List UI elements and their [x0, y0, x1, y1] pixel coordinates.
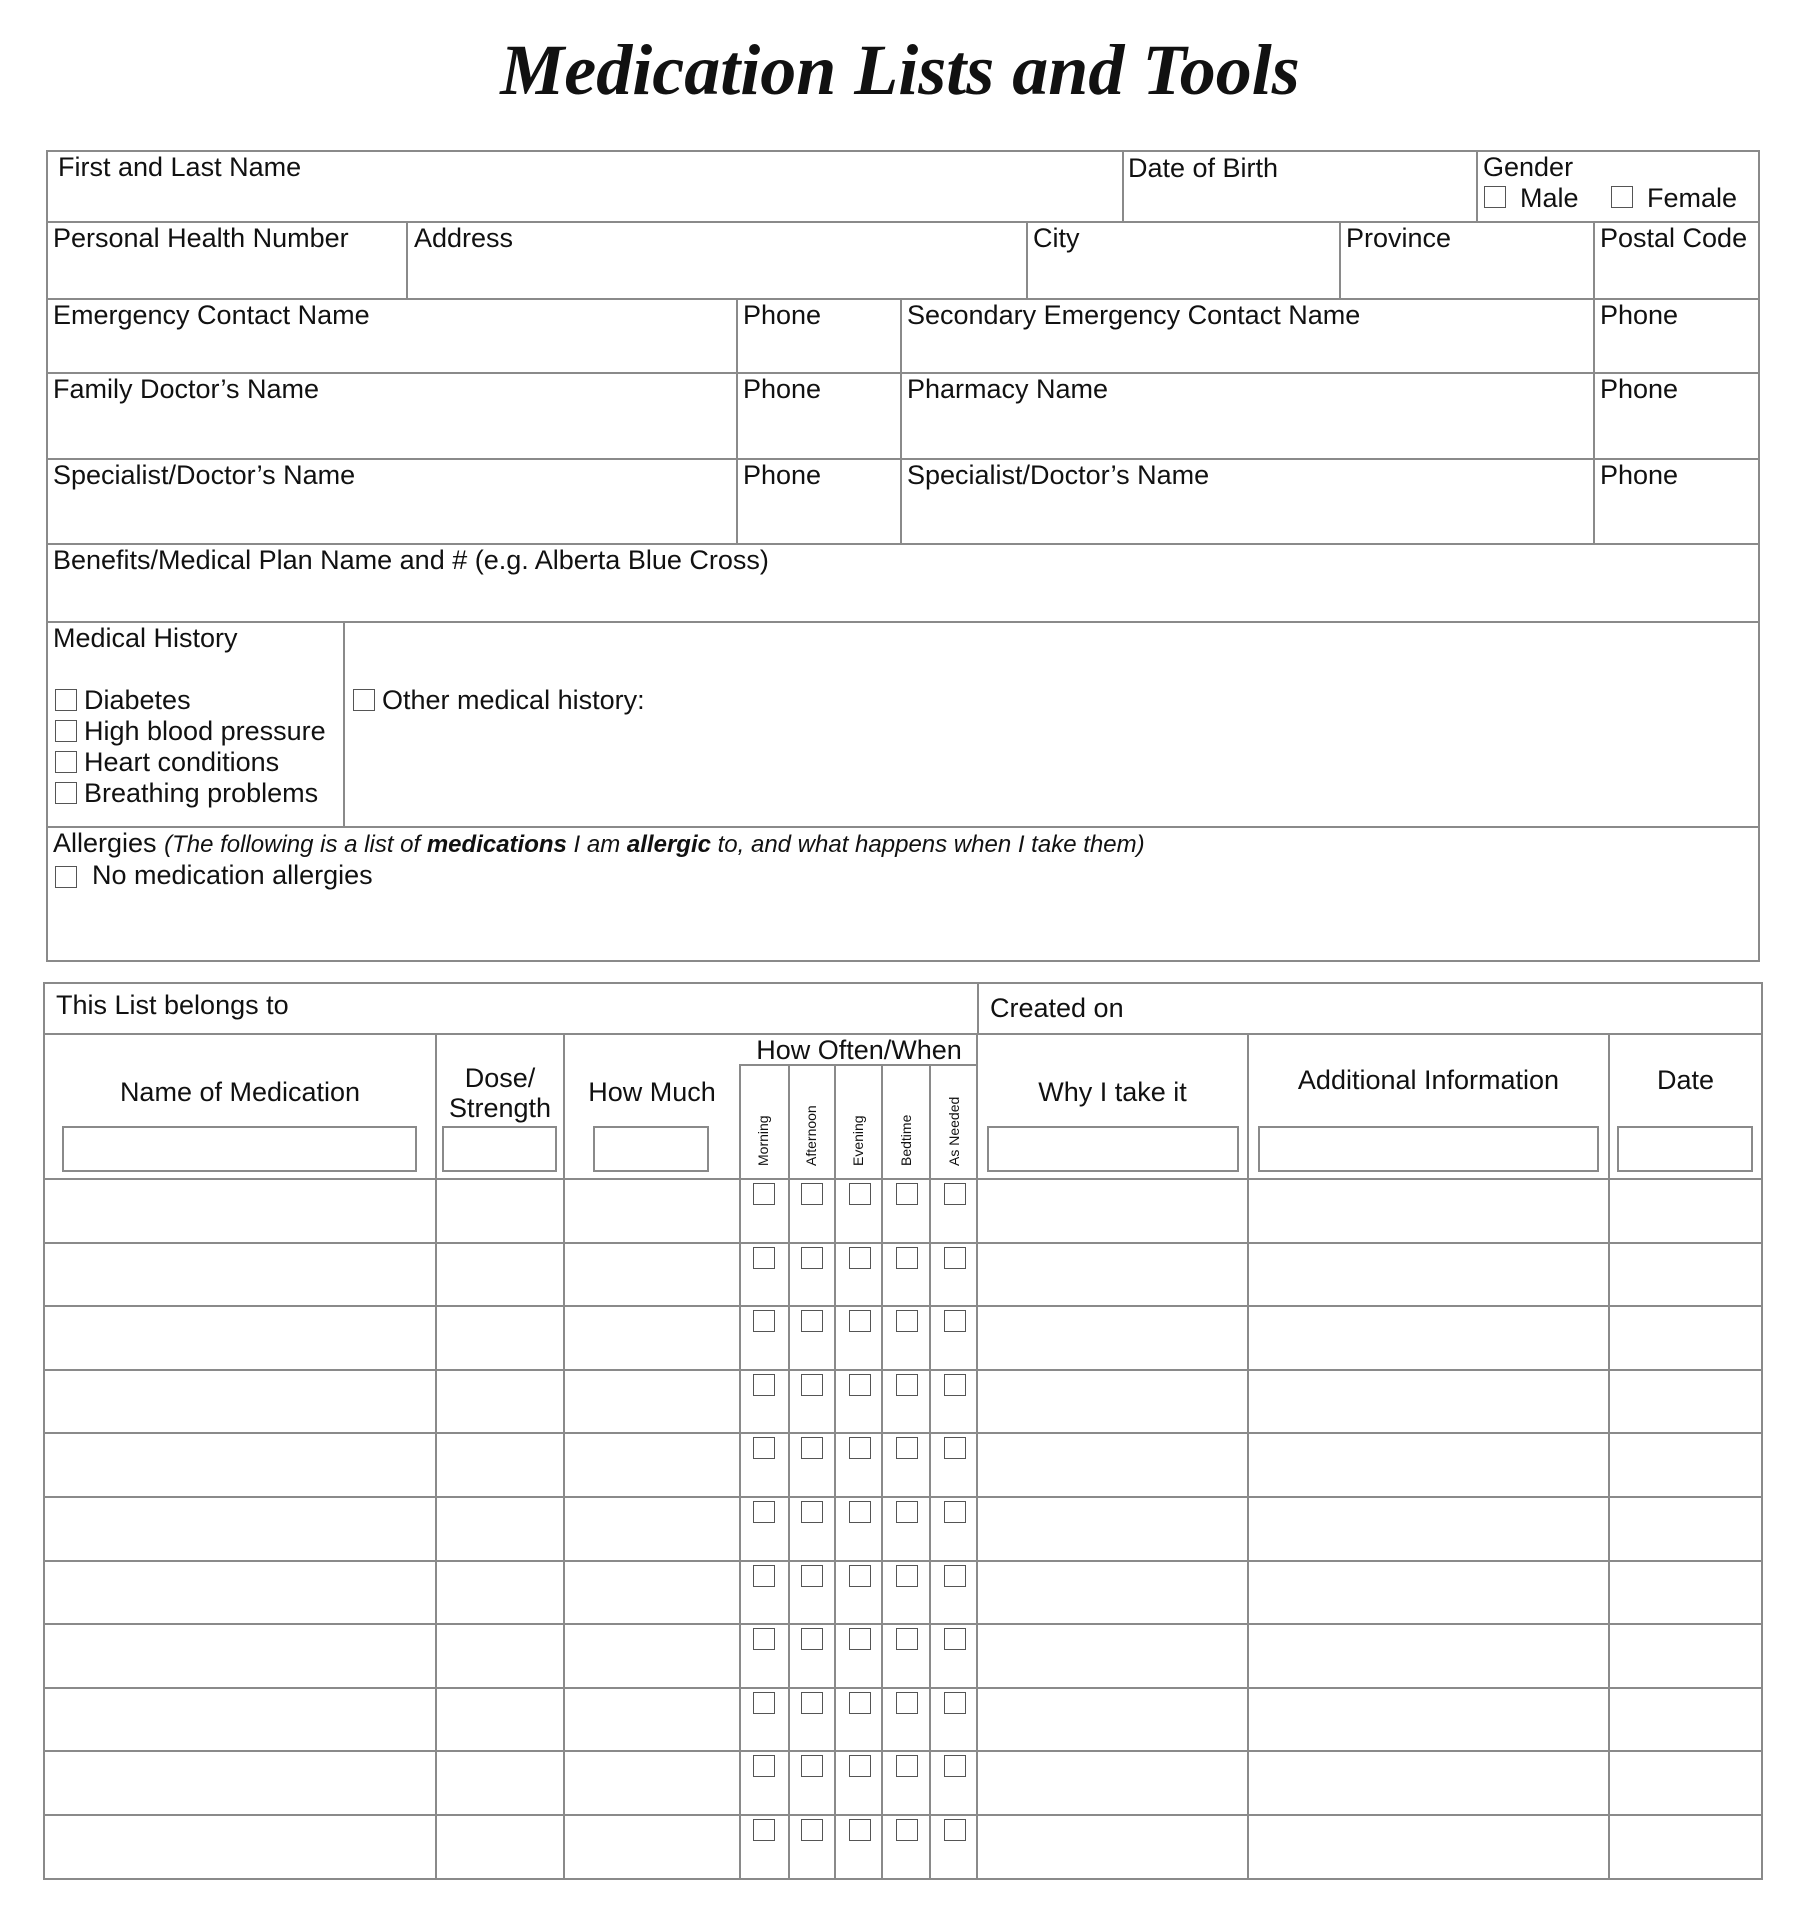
- timing-checkbox-bedtime[interactable]: [896, 1692, 918, 1714]
- how-much-input[interactable]: [593, 1126, 709, 1172]
- postal-code-label: Postal Code: [1600, 223, 1748, 253]
- col-how-often-header: How Often/When: [756, 1035, 962, 1065]
- timing-checkbox-bedtime[interactable]: [896, 1755, 918, 1777]
- date-input[interactable]: [1617, 1126, 1753, 1172]
- timing-checkbox-morning[interactable]: [753, 1755, 775, 1777]
- timing-checkbox-evening[interactable]: [849, 1819, 871, 1841]
- timing-checkbox-evening[interactable]: [849, 1501, 871, 1523]
- timing-checkbox-evening[interactable]: [849, 1692, 871, 1714]
- province-label: Province: [1346, 223, 1452, 253]
- gender-label: Gender: [1483, 152, 1574, 182]
- row-divider: [43, 1750, 1763, 1752]
- high-blood-pressure-checkbox[interactable]: [55, 720, 77, 742]
- family-doctor-name-label: Family Doctor’s Name: [53, 374, 320, 404]
- timing-checkbox-morning[interactable]: [753, 1374, 775, 1396]
- timing-checkbox-afternoon[interactable]: [801, 1755, 823, 1777]
- row-divider: [43, 1432, 1763, 1434]
- timing-checkbox-morning[interactable]: [753, 1437, 775, 1459]
- timing-checkbox-morning[interactable]: [753, 1628, 775, 1650]
- why-input[interactable]: [987, 1126, 1239, 1172]
- male-label: Male: [1520, 183, 1579, 213]
- col-why-header: Why I take it: [1038, 1077, 1187, 1107]
- specialist-name-label: Specialist/Doctor’s Name: [53, 460, 356, 490]
- col-name-header: Name of Medication: [119, 1077, 361, 1107]
- city-label: City: [1033, 223, 1080, 253]
- second-specialist-phone-label: Phone: [1600, 460, 1679, 490]
- female-checkbox[interactable]: [1611, 186, 1633, 208]
- row-divider: [43, 1305, 1763, 1307]
- dose-strength-input[interactable]: [442, 1126, 557, 1172]
- family-doctor-phone-label: Phone: [743, 374, 822, 404]
- row-divider: [43, 1560, 1763, 1562]
- breathing-problems-checkbox[interactable]: [55, 782, 77, 804]
- medication-name-input[interactable]: [62, 1126, 417, 1172]
- timing-checkbox-afternoon[interactable]: [801, 1374, 823, 1396]
- date-of-birth-label: Date of Birth: [1128, 153, 1279, 183]
- allergies-heading: Allergies: [53, 828, 157, 858]
- timing-afternoon-label: Afternoon: [803, 1105, 819, 1166]
- timing-checkbox-afternoon[interactable]: [801, 1183, 823, 1205]
- timing-checkbox-as-needed[interactable]: [944, 1819, 966, 1841]
- row-divider: [43, 1369, 1763, 1371]
- personal-health-number-label: Personal Health Number: [53, 223, 349, 253]
- timing-checkbox-as-needed[interactable]: [944, 1501, 966, 1523]
- timing-checkbox-as-needed[interactable]: [944, 1755, 966, 1777]
- timing-checkbox-evening[interactable]: [849, 1628, 871, 1650]
- row-divider: [43, 1242, 1763, 1244]
- row-divider: [43, 1496, 1763, 1498]
- timing-checkbox-evening[interactable]: [849, 1437, 871, 1459]
- timing-checkbox-bedtime[interactable]: [896, 1247, 918, 1269]
- timing-checkbox-afternoon[interactable]: [801, 1247, 823, 1269]
- timing-checkbox-afternoon[interactable]: [801, 1692, 823, 1714]
- additional-info-input[interactable]: [1258, 1126, 1599, 1172]
- timing-checkbox-evening[interactable]: [849, 1183, 871, 1205]
- timing-checkbox-bedtime[interactable]: [896, 1183, 918, 1205]
- timing-as-needed-label: As Needed: [946, 1096, 962, 1166]
- timing-checkbox-evening[interactable]: [849, 1310, 871, 1332]
- benefits-plan-label: Benefits/Medical Plan Name and # (e.g. Alberta Blue Cross): [53, 545, 769, 575]
- emergency-phone-label: Phone: [743, 300, 822, 330]
- allergies-description: (The following is a list of medications I am allergic to, and what happens when I take them): [164, 831, 1145, 858]
- male-checkbox[interactable]: [1484, 186, 1506, 208]
- breathing-problems-label: Breathing problems: [84, 778, 319, 808]
- secondary-phone-label: Phone: [1600, 300, 1679, 330]
- timing-checkbox-as-needed[interactable]: [944, 1183, 966, 1205]
- timing-checkbox-bedtime[interactable]: [896, 1374, 918, 1396]
- specialist-phone-label: Phone: [743, 460, 822, 490]
- created-on-label: Created on: [990, 993, 1124, 1023]
- timing-checkbox-as-needed[interactable]: [944, 1374, 966, 1396]
- timing-checkbox-as-needed[interactable]: [944, 1437, 966, 1459]
- diabetes-checkbox[interactable]: [55, 689, 77, 711]
- row-divider: [43, 1814, 1763, 1816]
- col-how-much-header: How Much: [588, 1077, 716, 1107]
- address-label: Address: [414, 223, 514, 253]
- timing-checkbox-as-needed[interactable]: [944, 1247, 966, 1269]
- timing-checkbox-morning[interactable]: [753, 1565, 775, 1587]
- timing-checkbox-morning[interactable]: [753, 1310, 775, 1332]
- timing-checkbox-evening[interactable]: [849, 1247, 871, 1269]
- heart-conditions-checkbox[interactable]: [55, 751, 77, 773]
- timing-checkbox-afternoon[interactable]: [801, 1310, 823, 1332]
- timing-checkbox-afternoon[interactable]: [801, 1565, 823, 1587]
- timing-checkbox-afternoon[interactable]: [801, 1501, 823, 1523]
- other-history-label: Other medical history:: [382, 685, 645, 715]
- no-allergies-label: No medication allergies: [92, 860, 373, 890]
- high-blood-pressure-label: High blood pressure: [84, 716, 326, 746]
- page-title: Medication Lists and Tools: [500, 30, 1300, 110]
- other-history-checkbox[interactable]: [353, 689, 375, 711]
- heart-conditions-label: Heart conditions: [84, 747, 280, 777]
- col-dose-header-line2: Strength: [448, 1093, 552, 1123]
- timing-checkbox-bedtime[interactable]: [896, 1437, 918, 1459]
- timing-checkbox-evening[interactable]: [849, 1755, 871, 1777]
- timing-checkbox-bedtime[interactable]: [896, 1628, 918, 1650]
- timing-checkbox-morning[interactable]: [753, 1819, 775, 1841]
- timing-checkbox-bedtime[interactable]: [896, 1565, 918, 1587]
- timing-checkbox-morning[interactable]: [753, 1183, 775, 1205]
- timing-morning-label: Morning: [755, 1115, 771, 1166]
- timing-checkbox-morning[interactable]: [753, 1692, 775, 1714]
- col-dose-header-line1: Dose/: [464, 1063, 536, 1093]
- list-belongs-to-label: This List belongs to: [56, 990, 289, 1020]
- no-allergies-checkbox[interactable]: [55, 866, 77, 888]
- timing-checkbox-morning[interactable]: [753, 1501, 775, 1523]
- timing-checkbox-bedtime[interactable]: [896, 1501, 918, 1523]
- timing-checkbox-as-needed[interactable]: [944, 1628, 966, 1650]
- timing-checkbox-bedtime[interactable]: [896, 1819, 918, 1841]
- first-last-name-label: First and Last Name: [58, 152, 302, 182]
- pharmacy-phone-label: Phone: [1600, 374, 1679, 404]
- allergies-heading-line: [53, 828, 1145, 860]
- timing-checkbox-evening[interactable]: [849, 1565, 871, 1587]
- emergency-contact-name-label: Emergency Contact Name: [53, 300, 370, 330]
- col-additional-header: Additional Information: [1297, 1065, 1560, 1095]
- timing-checkbox-morning[interactable]: [753, 1247, 775, 1269]
- timing-checkbox-afternoon[interactable]: [801, 1819, 823, 1841]
- pharmacy-name-label: Pharmacy Name: [907, 374, 1109, 404]
- col-date-header: Date: [1656, 1065, 1715, 1095]
- timing-checkbox-as-needed[interactable]: [944, 1692, 966, 1714]
- female-label: Female: [1647, 183, 1738, 213]
- second-specialist-name-label: Specialist/Doctor’s Name: [907, 460, 1210, 490]
- row-divider: [43, 1687, 1763, 1689]
- timing-bedtime-label: Bedtime: [898, 1114, 914, 1166]
- timing-checkbox-as-needed[interactable]: [944, 1310, 966, 1332]
- timing-evening-label: Evening: [850, 1115, 866, 1166]
- timing-checkbox-as-needed[interactable]: [944, 1565, 966, 1587]
- row-divider: [43, 1623, 1763, 1625]
- timing-checkbox-afternoon[interactable]: [801, 1437, 823, 1459]
- timing-checkbox-bedtime[interactable]: [896, 1310, 918, 1332]
- timing-checkbox-afternoon[interactable]: [801, 1628, 823, 1650]
- diabetes-label: Diabetes: [84, 685, 191, 715]
- timing-checkbox-evening[interactable]: [849, 1374, 871, 1396]
- medical-history-heading: Medical History: [53, 623, 238, 653]
- secondary-emergency-contact-label: Secondary Emergency Contact Name: [907, 300, 1361, 330]
